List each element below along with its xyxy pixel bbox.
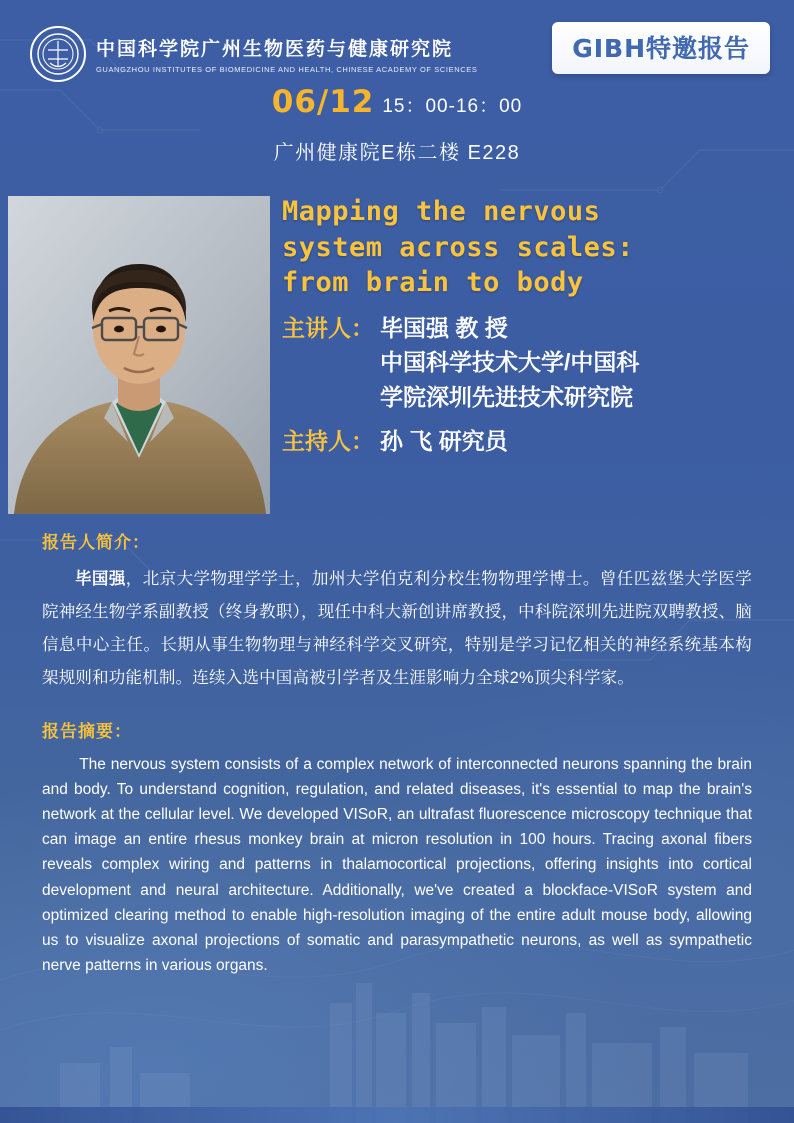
abstract-paragraph: The nervous system consists of a complex network of interconnected neurons spanning the brain and body. To understand cognition, regulation, and related diseases, it's essential to map the brain's network at the cellular level. We developed VISoR, an ultrafast fluorescence microscopy technique that can image an entire rhesus monkey brain at micron resolution in 100 hours. Tracing axonal fibers reveals complex wiring and patterns in thalamocortical projections, offering insights into cortical development and neural architecture. Additionally, we've created a blockface-VISoR system and optimized clearing method to enable high-resolution imaging of the entire adult mouse body, allowing us to visualize axonal projections of somatic and parasympathetic neurons, as well as sympathetic nerve patterns in various organs.: [42, 756, 752, 974]
institute-logo: [30, 26, 477, 82]
speaker-portrait: [8, 196, 270, 514]
poster-header: [0, 0, 794, 186]
bio-heading: 报告人简介：: [42, 533, 150, 552]
event-venue: 广州健康院E栋二楼 E228: [273, 142, 521, 164]
speaker-portrait-image: [8, 196, 270, 514]
event-date: 06/12: [271, 84, 375, 120]
gibh-lecture-badge-label: GIBH特邀报告: [572, 34, 750, 63]
talk-title-line-1: Mapping the nervous: [282, 196, 601, 227]
abstract-heading: 报告摘要：: [42, 722, 132, 741]
bio-lead-name: 毕国强: [75, 570, 126, 588]
speaker-row: [282, 311, 778, 415]
speaker-section: [0, 186, 794, 516]
speaker-name: 毕国强 教 授: [380, 314, 508, 341]
event-datetime: [0, 84, 794, 120]
talk-title-line-2: system across scales:: [282, 231, 634, 263]
host-label: 主持人：: [282, 428, 374, 455]
talk-title-line-3: from brain to body: [282, 267, 584, 299]
gibh-lecture-badge: [552, 22, 770, 74]
speaker-label: 主讲人：: [282, 314, 374, 341]
talk-info: [282, 194, 778, 459]
speaker-affiliation-line-2: 学院深圳先进技术研究院: [380, 383, 633, 410]
institute-emblem-icon: [30, 26, 86, 82]
host-name: 孙 飞 研究员: [380, 428, 508, 455]
host-row: [282, 424, 778, 459]
bio-text: ，北京大学物理学学士，加州大学伯克利分校生物物理学博士。曾任匹兹堡大学医学院神经生物学系副教授（终身教职），现任中科大新创讲席教授，中科院深圳先进院双聘教授、脑信息中心主任。长期从事生物物理与神经科学交叉研究，特别是学习记忆相关的神经系统基本构架规则和功能机制。连续入选中国高被引学者及生涯影响力全球2%顶尖科学家。: [42, 570, 752, 687]
event-time: 15：00-16：00: [382, 96, 523, 117]
institute-name-en: GUANGZHOU INSTITUTES OF BIOMEDICINE AND HEALTH, CHINESE ACADEMY OF SCIENCES: [96, 65, 478, 74]
speaker-details: [380, 311, 639, 415]
footer-bar: [0, 1107, 794, 1123]
poster-body: [0, 516, 794, 978]
bio-paragraph: [42, 563, 752, 695]
speaker-affiliation-line-1: 中国科学技术大学/中国科: [380, 349, 640, 376]
institute-name-cn: 中国科学院广州生物医药与健康研究院: [96, 39, 454, 60]
emblem-glyph-icon: [36, 32, 80, 76]
talk-title: [282, 194, 778, 301]
